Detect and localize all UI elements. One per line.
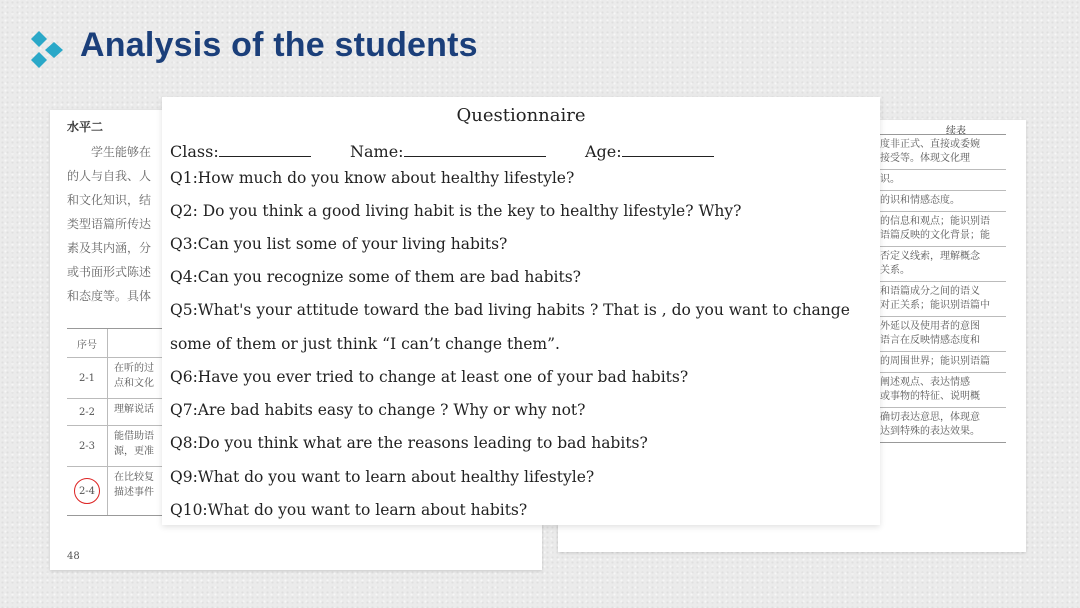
paragraph-line: 和态度等。具体 [67, 289, 152, 303]
table-cell: 阐述观点、表达情感 或事物的特征、说明概 [876, 372, 1006, 407]
age-blank [622, 140, 714, 157]
paragraph-line: 素及其内涵，分 [67, 241, 152, 255]
row-number: 2-1 [67, 358, 108, 398]
table-cell: 的识和情感态度。 [876, 190, 1006, 211]
question-5-continued: some of them or just think “I can’t change them”. [170, 335, 560, 353]
paragraph-line: 的人与自我、人 [67, 169, 152, 183]
questionnaire-title: Questionnaire [456, 105, 586, 126]
question-9: Q9:What do you want to learn about healthy lifestyle? [170, 468, 595, 486]
table-cell: 确切表达意思，体现意 达到特殊的表达效果。 [876, 407, 1006, 442]
table-cell: 识。 [876, 169, 1006, 190]
diamond-logo-icon [30, 30, 66, 70]
table-cell: 否定义线索，理解概念 关系。 [876, 246, 1006, 281]
cell-line: 源，更准 [114, 446, 154, 457]
continued-label: 续表 [946, 126, 966, 137]
table-cell: 和语篇成分之间的语义 对正关系；能识别语篇中 [876, 281, 1006, 316]
questionnaire-card [162, 97, 880, 525]
age-field: Age: [585, 140, 714, 161]
question-5: Q5:What's your attitude toward the bad living habits ? That is , do you want to change [170, 301, 850, 319]
table-cell: 外延以及使用者的意图 语言在反映情感态度和 [876, 316, 1006, 351]
paragraph-line: 学生能够在 [91, 145, 152, 159]
cell-line: 在听的过 [114, 363, 154, 374]
paragraph-line: 和文化知识，结 [67, 193, 152, 207]
red-circle-highlight [74, 478, 100, 504]
question-7: Q7:Are bad habits easy to change ? Why or why not? [170, 401, 586, 419]
paragraph-line: 或书面形式陈述 [67, 265, 152, 279]
table-cell: 度非正式、直接或委婉 接受等。体现文化理 [880, 139, 980, 164]
row-number: 2-2 [67, 399, 108, 425]
paragraph-line: 类型语篇所传达 [67, 217, 152, 231]
table-cell: 的信息和观点；能识别语 语篇反映的文化背景；能 [876, 211, 1006, 246]
level-heading: 水平二 [67, 120, 104, 134]
question-8: Q8:Do you think what are the reasons leading to bad habits? [170, 434, 648, 452]
question-10: Q10:What do you want to learn about habits? [170, 501, 528, 519]
question-2: Q2: Do you think a good living habit is the key to healthy lifestyle? Why? [170, 202, 742, 220]
cell-line: 点和文化 [114, 378, 154, 389]
name-blank [404, 140, 546, 157]
page-number: 48 [67, 551, 80, 562]
row-number: 2-3 [67, 426, 108, 466]
cell-line: 理解说话 [114, 404, 154, 415]
question-3: Q3:Can you list some of your living habits? [170, 235, 508, 253]
slide-title: Analysis of the students [80, 26, 478, 64]
class-field: Class: [170, 140, 311, 161]
table-cell: 的周围世界；能识别语篇 [876, 351, 1006, 372]
cell-line: 在比较复 [114, 472, 154, 483]
continued-table [875, 134, 1006, 443]
cell-line: 描述事件 [114, 487, 154, 498]
curriculum-paragraph [67, 140, 162, 308]
question-6: Q6:Have you ever tried to change at least one of your bad habits? [170, 368, 689, 386]
cell-line: 能借助语 [114, 431, 154, 442]
table-header-cell: 序号 [67, 329, 108, 357]
row-number: 2-4 [78, 485, 96, 497]
question-1: Q1:How much do you know about healthy lifestyle? [170, 169, 575, 187]
question-4: Q4:Can you recognize some of them are bad habits? [170, 268, 581, 286]
name-field: Name: [350, 140, 546, 161]
class-blank [219, 140, 311, 157]
